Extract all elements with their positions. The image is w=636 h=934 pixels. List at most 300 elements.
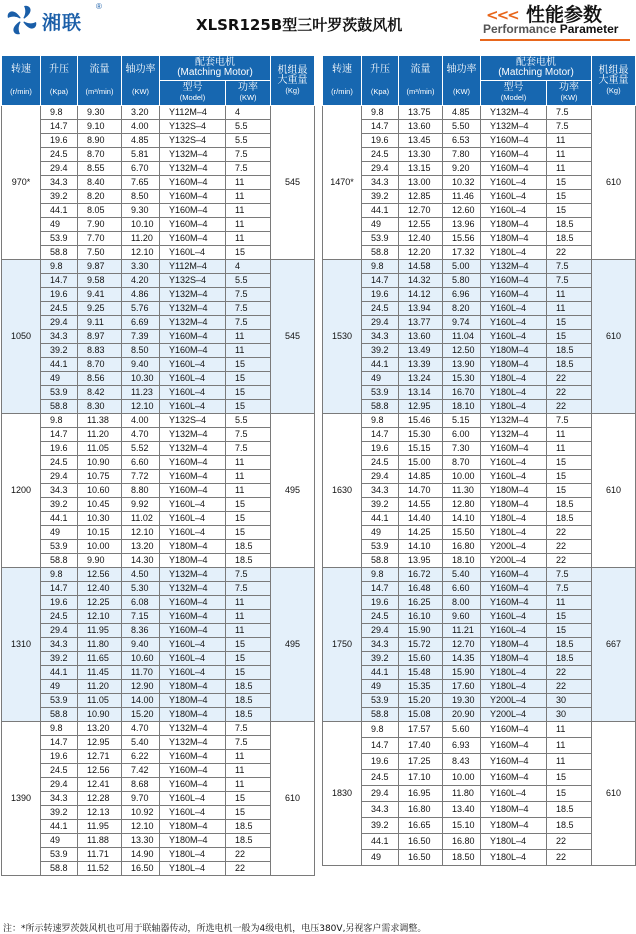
badge-title-en xyxy=(483,22,618,36)
motor-power-cell: 15 xyxy=(547,456,592,470)
flow-cell: 12.40 xyxy=(78,582,122,596)
motor-model-cell: Y180M–4 xyxy=(160,820,226,834)
pressure-cell: 29.4 xyxy=(41,778,78,792)
table-row xyxy=(2,666,315,680)
shaft-power-cell: 11.80 xyxy=(443,786,481,802)
table-row xyxy=(2,582,315,596)
flow-cell: 11.20 xyxy=(78,428,122,442)
motor-power-cell: 15 xyxy=(547,484,592,498)
table-row xyxy=(2,526,315,540)
table-row xyxy=(323,120,636,134)
motor-power-cell: 15 xyxy=(547,624,592,638)
motor-model-cell: Y160M–4 xyxy=(160,344,226,358)
pressure-cell: 19.6 xyxy=(362,134,399,148)
performance-badge xyxy=(480,0,630,42)
left-performance-table xyxy=(1,55,315,876)
motor-power-cell: 18.5 xyxy=(547,358,592,372)
motor-power-cell: 18.5 xyxy=(226,708,271,722)
motor-model-cell: Y160L–4 xyxy=(160,358,226,372)
pressure-cell: 49 xyxy=(41,680,78,694)
flow-cell: 13.95 xyxy=(399,554,443,568)
pressure-cell: 29.4 xyxy=(362,470,399,484)
table-row xyxy=(323,470,636,484)
pressure-header: 升压 (Kpa) xyxy=(362,56,399,106)
pressure-cell: 9.8 xyxy=(362,568,399,582)
pressure-cell: 29.4 xyxy=(362,162,399,176)
pressure-cell: 49 xyxy=(362,526,399,540)
shaft-power-cell: 7.39 xyxy=(122,330,160,344)
pressure-cell: 29.4 xyxy=(41,162,78,176)
shaft-power-cell: 7.42 xyxy=(122,764,160,778)
motor-power-cell: 11 xyxy=(547,288,592,302)
flow-cell: 15.46 xyxy=(399,414,443,428)
shaft-power-cell: 4.85 xyxy=(443,106,481,120)
flow-cell: 13.15 xyxy=(399,162,443,176)
motor-model-cell: Y132M–4 xyxy=(160,302,226,316)
flow-cell: 11.52 xyxy=(78,862,122,876)
shaft-power-cell: 6.00 xyxy=(443,428,481,442)
flow-cell: 12.71 xyxy=(78,750,122,764)
shaft-power-cell: 13.30 xyxy=(122,834,160,848)
badge-word-1: Performance xyxy=(483,22,557,36)
shaft-power-cell: 8.36 xyxy=(122,624,160,638)
pressure-cell: 53.9 xyxy=(362,386,399,400)
weight-cell: 610 xyxy=(592,722,636,866)
brand-name: 湘联 xyxy=(42,12,83,34)
motor-model-cell: Y180L–4 xyxy=(481,666,547,680)
shaft-power-cell: 5.30 xyxy=(122,582,160,596)
badge-underline xyxy=(480,39,630,41)
table-row xyxy=(2,750,315,764)
motor-model-cell: Y160M–4 xyxy=(160,610,226,624)
shaft-power-cell: 6.60 xyxy=(443,582,481,596)
motor-power-cell: 15 xyxy=(226,526,271,540)
shaft-power-cell: 3.30 xyxy=(122,260,160,274)
motor-model-cell: Y180M–4 xyxy=(481,652,547,666)
pressure-cell: 14.7 xyxy=(41,582,78,596)
flow-cell: 15.90 xyxy=(399,624,443,638)
shaft-power-cell: 12.70 xyxy=(443,638,481,652)
flow-cell: 17.40 xyxy=(399,738,443,754)
table-row xyxy=(323,218,636,232)
flow-cell: 15.30 xyxy=(399,428,443,442)
pressure-cell: 53.9 xyxy=(41,694,78,708)
pressure-cell: 49 xyxy=(41,834,78,848)
flow-cell: 8.30 xyxy=(78,400,122,414)
pressure-cell: 24.5 xyxy=(41,148,78,162)
motor-power-cell: 15 xyxy=(547,786,592,802)
motor-power-cell: 7.5 xyxy=(226,288,271,302)
motor-model-cell: Y132S–4 xyxy=(160,120,226,134)
motor-power-cell: 22 xyxy=(547,666,592,680)
motor-power-cell: 22 xyxy=(547,834,592,850)
table-row xyxy=(323,400,636,414)
motor-model-cell: Y160L–4 xyxy=(481,316,547,330)
shaft-power-cell: 7.65 xyxy=(122,176,160,190)
shaft-power-cell: 14.35 xyxy=(443,652,481,666)
pressure-cell: 34.3 xyxy=(362,330,399,344)
motor-power-cell: 18.5 xyxy=(547,638,592,652)
motor-power-cell: 7.5 xyxy=(226,582,271,596)
shaft-power-cell: 11.23 xyxy=(122,386,160,400)
motor-power-cell: 7.5 xyxy=(226,428,271,442)
pressure-cell: 34.3 xyxy=(362,176,399,190)
motor-model-cell: Y132M–4 xyxy=(160,568,226,582)
motor-model-cell: Y160M–4 xyxy=(160,176,226,190)
motor-model-cell: Y180L–4 xyxy=(481,512,547,526)
pressure-cell: 44.1 xyxy=(362,834,399,850)
shaft-power-cell: 12.10 xyxy=(122,526,160,540)
shaft-power-cell: 14.00 xyxy=(122,694,160,708)
flow-cell: 15.72 xyxy=(399,638,443,652)
motor-power-header: 功率 (KW) xyxy=(226,81,271,106)
motor-power-cell: 18.5 xyxy=(226,694,271,708)
motor-model-cell: Y160L–4 xyxy=(160,792,226,806)
table-row xyxy=(323,738,636,754)
flow-cell: 12.85 xyxy=(399,190,443,204)
flow-cell: 13.75 xyxy=(399,106,443,120)
table-row xyxy=(323,526,636,540)
shaft-power-cell: 10.92 xyxy=(122,806,160,820)
motor-power-cell: 7.5 xyxy=(226,316,271,330)
table-row xyxy=(2,652,315,666)
motor-model-cell: Y200L–4 xyxy=(481,554,547,568)
table-row xyxy=(2,372,315,386)
flow-cell: 12.95 xyxy=(399,400,443,414)
shaft-power-cell: 14.90 xyxy=(122,848,160,862)
motor-model-cell: Y160L–4 xyxy=(160,372,226,386)
shaft-power-cell: 8.80 xyxy=(122,484,160,498)
table-row xyxy=(2,260,315,274)
pressure-cell: 19.6 xyxy=(41,750,78,764)
table-row xyxy=(323,694,636,708)
table-row xyxy=(2,442,315,456)
shaft-power-cell: 13.20 xyxy=(122,540,160,554)
shaft-power-cell: 5.40 xyxy=(122,736,160,750)
table-row xyxy=(323,344,636,358)
brand-logo xyxy=(4,2,124,40)
shaft-power-cell: 10.10 xyxy=(122,218,160,232)
motor-model-cell: Y132M–4 xyxy=(160,428,226,442)
shaft-power-cell: 9.40 xyxy=(122,638,160,652)
table-row xyxy=(2,386,315,400)
flow-cell: 9.41 xyxy=(78,288,122,302)
motor-power-cell: 18.5 xyxy=(226,834,271,848)
motor-power-cell: 15 xyxy=(226,638,271,652)
motor-power-cell: 5.5 xyxy=(226,120,271,134)
pressure-cell: 44.1 xyxy=(362,358,399,372)
flow-cell: 11.95 xyxy=(78,624,122,638)
pressure-cell: 49 xyxy=(41,218,78,232)
pressure-cell: 39.2 xyxy=(362,818,399,834)
motor-model-cell: Y160L–4 xyxy=(481,470,547,484)
flow-cell: 8.90 xyxy=(78,134,122,148)
shaft-power-cell: 5.80 xyxy=(443,274,481,288)
table-row xyxy=(323,302,636,316)
motor-model-cell: Y180M–4 xyxy=(160,554,226,568)
table-row xyxy=(323,134,636,148)
flow-cell: 11.95 xyxy=(78,820,122,834)
pressure-cell: 44.1 xyxy=(362,512,399,526)
pressure-cell: 34.3 xyxy=(41,176,78,190)
table-row xyxy=(323,786,636,802)
motor-model-cell: Y160M–4 xyxy=(481,288,547,302)
table-row xyxy=(2,568,315,582)
pressure-cell: 39.2 xyxy=(41,190,78,204)
table-row xyxy=(2,778,315,792)
motor-model-cell: Y180L–4 xyxy=(481,400,547,414)
shaft-power-cell: 15.30 xyxy=(443,372,481,386)
shaft-power-cell: 15.56 xyxy=(443,232,481,246)
table-row xyxy=(323,770,636,786)
footnote: 注：*所示转速罗茨鼓风机也可用于联轴器传动，所选电机一般为4级电机，电压380V,另视客户需求调整。 xyxy=(3,924,427,934)
motor-model-cell: Y160L–4 xyxy=(160,246,226,260)
speed-cell: 1750 xyxy=(323,568,362,722)
flow-cell: 8.83 xyxy=(78,344,122,358)
shaft-power-cell: 17.32 xyxy=(443,246,481,260)
motor-power-cell: 7.5 xyxy=(226,736,271,750)
motor-model-cell: Y160M–4 xyxy=(481,738,547,754)
motor-power-cell: 11 xyxy=(226,764,271,778)
table-row xyxy=(323,484,636,498)
motor-power-cell: 18.5 xyxy=(547,218,592,232)
motor-model-cell: Y160M–4 xyxy=(481,274,547,288)
pressure-cell: 29.4 xyxy=(362,316,399,330)
pressure-cell: 14.7 xyxy=(41,736,78,750)
motor-model-cell: Y132M–4 xyxy=(160,442,226,456)
motor-power-cell: 11 xyxy=(226,624,271,638)
motor-power-cell: 7.5 xyxy=(547,106,592,120)
motor-power-cell: 11 xyxy=(547,722,592,738)
shaft-power-cell: 13.96 xyxy=(443,218,481,232)
motor-power-cell: 18.5 xyxy=(547,512,592,526)
motor-model-cell: Y180M–4 xyxy=(160,680,226,694)
motor-power-cell: 15 xyxy=(226,792,271,806)
pressure-cell: 24.5 xyxy=(41,610,78,624)
flow-cell: 13.49 xyxy=(399,344,443,358)
motor-power-cell: 22 xyxy=(226,848,271,862)
table-row xyxy=(2,330,315,344)
flow-cell: 14.70 xyxy=(399,484,443,498)
motor-power-cell: 15 xyxy=(547,204,592,218)
pressure-cell: 9.8 xyxy=(362,722,399,738)
motor-power-cell: 7.5 xyxy=(226,302,271,316)
table-row xyxy=(323,568,636,582)
motor-model-cell: Y160L–4 xyxy=(160,386,226,400)
flow-cell: 7.90 xyxy=(78,218,122,232)
pressure-cell: 58.8 xyxy=(41,862,78,876)
shaft-power-cell: 7.80 xyxy=(443,148,481,162)
motor-model-cell: Y132M–4 xyxy=(481,120,547,134)
shaft-power-cell: 8.00 xyxy=(443,596,481,610)
motor-power-cell: 11 xyxy=(547,754,592,770)
speed-cell: 1630 xyxy=(323,414,362,568)
motor-model-cell: Y180L–4 xyxy=(481,526,547,540)
flow-cell: 10.90 xyxy=(78,456,122,470)
motor-model-cell: Y132M–4 xyxy=(160,316,226,330)
motor-model-cell: Y160L–4 xyxy=(481,330,547,344)
flow-cell: 16.50 xyxy=(399,834,443,850)
flow-cell: 10.75 xyxy=(78,470,122,484)
motor-model-cell: Y160M–4 xyxy=(160,218,226,232)
motor-model-cell: Y180M–4 xyxy=(160,708,226,722)
motor-model-cell: Y160L–4 xyxy=(481,176,547,190)
pressure-cell: 24.5 xyxy=(362,148,399,162)
motor-model-cell: Y160M–4 xyxy=(160,764,226,778)
shaft-power-cell: 9.92 xyxy=(122,498,160,512)
pressure-cell: 19.6 xyxy=(362,442,399,456)
shaft-power-cell: 12.10 xyxy=(122,246,160,260)
motor-power-cell: 4 xyxy=(226,106,271,120)
flow-cell: 14.55 xyxy=(399,498,443,512)
pressure-cell: 44.1 xyxy=(362,204,399,218)
flow-cell: 13.94 xyxy=(399,302,443,316)
pressure-cell: 9.8 xyxy=(41,568,78,582)
motor-power-cell: 11 xyxy=(226,750,271,764)
flow-cell: 12.10 xyxy=(78,610,122,624)
shaft-power-cell: 14.10 xyxy=(443,512,481,526)
flow-cell: 9.11 xyxy=(78,316,122,330)
shaft-power-cell: 10.00 xyxy=(443,770,481,786)
shaft-power-cell: 4.70 xyxy=(122,722,160,736)
motor-power-cell: 5.5 xyxy=(226,414,271,428)
table-row xyxy=(323,850,636,866)
motor-model-cell: Y132S–4 xyxy=(160,414,226,428)
flow-cell: 13.77 xyxy=(399,316,443,330)
motor-power-cell: 11 xyxy=(226,190,271,204)
motor-power-cell: 18.5 xyxy=(547,344,592,358)
pressure-cell: 58.8 xyxy=(41,708,78,722)
motor-model-cell: Y132M–4 xyxy=(481,428,547,442)
shaft-power-cell: 18.10 xyxy=(443,400,481,414)
motor-model-cell: Y160M–4 xyxy=(160,204,226,218)
table-row xyxy=(323,176,636,190)
motor-model-cell: Y160M–4 xyxy=(481,754,547,770)
pressure-cell: 29.4 xyxy=(41,316,78,330)
motor-power-cell: 7.5 xyxy=(547,414,592,428)
shaft-power-cell: 11.21 xyxy=(443,624,481,638)
pressure-cell: 19.6 xyxy=(362,288,399,302)
flow-cell: 15.35 xyxy=(399,680,443,694)
motor-power-cell: 22 xyxy=(226,862,271,876)
table-row xyxy=(323,834,636,850)
pressure-cell: 14.7 xyxy=(41,120,78,134)
shaft-power-cell: 9.70 xyxy=(122,792,160,806)
motor-model-cell: Y160L–4 xyxy=(160,638,226,652)
weight-cell: 610 xyxy=(592,106,636,260)
flow-cell: 8.42 xyxy=(78,386,122,400)
flow-cell: 16.95 xyxy=(399,786,443,802)
motor-power-cell: 7.5 xyxy=(226,148,271,162)
flow-cell: 16.72 xyxy=(399,568,443,582)
shaft-power-cell: 13.90 xyxy=(443,358,481,372)
motor-model-cell: Y160L–4 xyxy=(481,204,547,218)
pressure-cell: 9.8 xyxy=(362,260,399,274)
table-row xyxy=(2,470,315,484)
motor-power-cell: 15 xyxy=(547,470,592,484)
motor-model-cell: Y160L–4 xyxy=(160,806,226,820)
flow-cell: 14.32 xyxy=(399,274,443,288)
motor-model-cell: Y160L–4 xyxy=(160,666,226,680)
shaft-power-cell: 5.60 xyxy=(443,722,481,738)
table-row xyxy=(2,638,315,652)
table-row xyxy=(323,456,636,470)
page-title: XLSR125B型三叶罗茨鼓风机 xyxy=(196,16,403,34)
motor-power-cell: 7.5 xyxy=(547,568,592,582)
pressure-cell: 58.8 xyxy=(362,246,399,260)
pressure-cell: 44.1 xyxy=(41,820,78,834)
motor-model-cell: Y160M–4 xyxy=(481,582,547,596)
pressure-cell: 29.4 xyxy=(41,624,78,638)
table-row xyxy=(323,680,636,694)
shaft-power-cell: 7.15 xyxy=(122,610,160,624)
motor-power-cell: 18.5 xyxy=(547,818,592,834)
speed-cell: 1200 xyxy=(2,414,41,568)
table-row xyxy=(323,596,636,610)
motor-model-cell: Y160M–4 xyxy=(160,456,226,470)
shaft-power-cell: 11.46 xyxy=(443,190,481,204)
motor-power-cell: 11 xyxy=(226,344,271,358)
motor-model-cell: Y160M–4 xyxy=(481,596,547,610)
flow-cell: 14.58 xyxy=(399,260,443,274)
table-row xyxy=(2,218,315,232)
flow-cell: 11.80 xyxy=(78,638,122,652)
flow-cell: 9.87 xyxy=(78,260,122,274)
motor-model-cell: Y132M–4 xyxy=(481,106,547,120)
pressure-cell: 9.8 xyxy=(41,106,78,120)
weight-cell: 667 xyxy=(592,568,636,722)
table-row xyxy=(323,190,636,204)
pressure-cell: 58.8 xyxy=(362,554,399,568)
shaft-power-cell: 15.10 xyxy=(443,818,481,834)
flow-cell: 8.97 xyxy=(78,330,122,344)
shaft-power-cell: 15.50 xyxy=(443,526,481,540)
motor-model-cell: Y160L–4 xyxy=(160,400,226,414)
table-row xyxy=(323,428,636,442)
pressure-cell: 9.8 xyxy=(362,414,399,428)
shaft-power-cell: 12.10 xyxy=(122,400,160,414)
pressure-cell: 34.3 xyxy=(362,484,399,498)
flow-cell: 12.56 xyxy=(78,764,122,778)
motor-power-cell: 18.5 xyxy=(226,540,271,554)
badge-title-cn: 性能参数 xyxy=(526,4,603,26)
motor-model-cell: Y132M–4 xyxy=(481,414,547,428)
pressure-cell: 34.3 xyxy=(41,330,78,344)
motor-model-cell: Y180M–4 xyxy=(481,218,547,232)
pressure-cell: 53.9 xyxy=(362,540,399,554)
pressure-cell: 14.7 xyxy=(41,274,78,288)
table-row xyxy=(2,680,315,694)
pressure-cell: 39.2 xyxy=(41,652,78,666)
shaft-power-cell: 7.30 xyxy=(443,442,481,456)
flow-cell: 12.40 xyxy=(399,232,443,246)
motor-power-cell: 22 xyxy=(547,246,592,260)
motor-model-cell: Y160M–4 xyxy=(481,770,547,786)
pressure-cell: 53.9 xyxy=(362,694,399,708)
table-row xyxy=(2,134,315,148)
flow-cell: 15.00 xyxy=(399,456,443,470)
shaft-power-cell: 13.40 xyxy=(443,802,481,818)
motor-power-cell: 7.5 xyxy=(547,120,592,134)
motor-power-cell: 15 xyxy=(547,316,592,330)
flow-cell: 12.70 xyxy=(399,204,443,218)
table-row xyxy=(323,260,636,274)
matching-motor-header: 配套电机 (Matching Motor) xyxy=(160,56,271,81)
flow-cell: 11.20 xyxy=(78,680,122,694)
table-row xyxy=(2,344,315,358)
motor-model-cell: Y160M–4 xyxy=(481,162,547,176)
pressure-cell: 44.1 xyxy=(41,204,78,218)
